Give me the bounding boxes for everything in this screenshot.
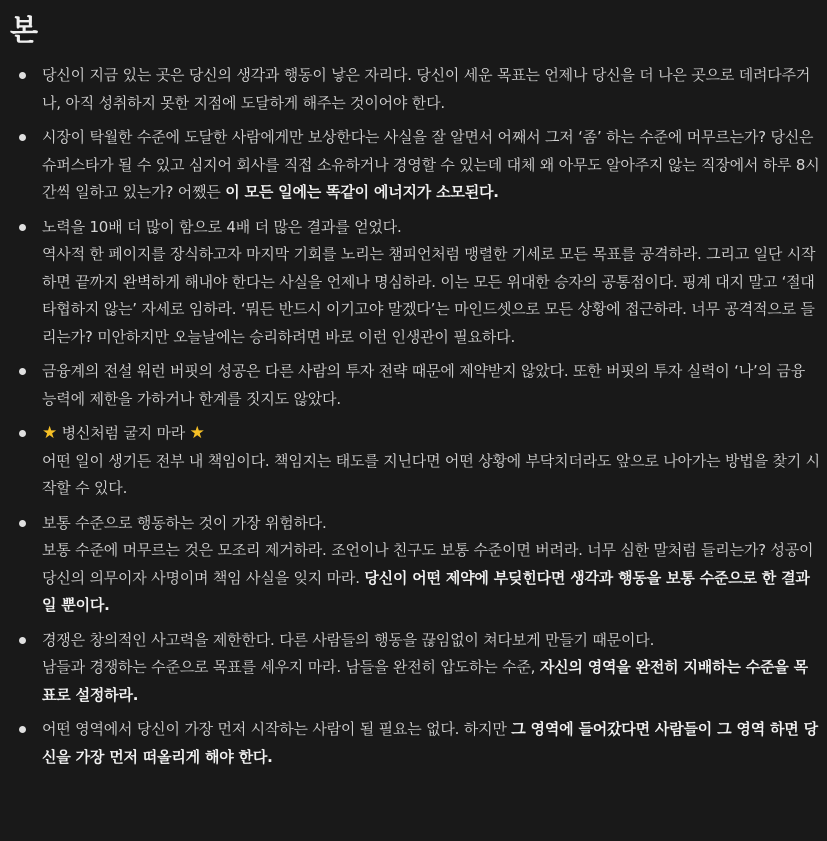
- bullet-dot-icon: [19, 368, 26, 375]
- page-title: 본: [10, 13, 39, 47]
- bullet-dot-icon: [19, 637, 26, 644]
- list-item: [0, 124, 827, 207]
- text-run: 시장이 탁월한 수준에 도달한 사람에게만 보상한다는 사실을 잘 알면서 어째서 그저 ‘좀’ 하는 수준에 머무르는가? 당신은 슈퍼스타가 될 수 있고 심지어 회사를 직접 소유하거나 경영할 수 있는데 대체 왜 아무도 알아주지 않는 직장에서 하루 8시간씩 일하고 있는가? 어쨌든: [42, 128, 820, 201]
- bold-text: 자신의 영역을 완전히 지배하는 수준을 목표로 설정하라.: [42, 658, 808, 704]
- bullet-list: [0, 62, 827, 778]
- bullet-dot-icon: [19, 224, 26, 231]
- text-run: 경쟁은 창의적인 사고력을 제한한다. 다른 사람들의 행동을 끊임없이 쳐다보게 만들기 때문이다.: [42, 630, 655, 649]
- list-item: [0, 358, 827, 413]
- list-item: [0, 214, 827, 352]
- list-item: [0, 510, 827, 620]
- paragraph-line: [42, 510, 821, 538]
- text-run: 병신처럼 굴지 마라: [57, 424, 190, 442]
- paragraph-line: [42, 716, 821, 771]
- bold-text: 당신이 어떤 제약에 부딪힌다면 생각과 행동을 보통 수준으로 한 결과일 뿐이다.: [42, 568, 810, 614]
- list-item: [0, 627, 827, 710]
- bold-text: 그 영역에 들어갔다면 사람들이 그 영역 하면 당신을 가장 먼저 떠올리게 해야 한다.: [42, 720, 818, 766]
- text-run: 금융계의 전설 워런 버핏의 성공은 다른 사람의 투자 전략 때문에 제약받지 않았다. 또한 버핏의 투자 실력이 ‘나’의 금융 능력에 제한을 가하거나 한계를 짓지도 않았다.: [42, 362, 805, 408]
- star-icon: ★: [189, 423, 205, 443]
- bullet-dot-icon: [19, 134, 26, 141]
- paragraph-line: [42, 448, 821, 503]
- paragraph-line: [42, 214, 821, 242]
- bullet-dot-icon: [19, 726, 26, 733]
- text-run: 보통 수준으로 행동하는 것이 가장 위험하다.: [42, 513, 327, 532]
- list-item: [0, 62, 827, 117]
- list-item: [0, 420, 827, 503]
- paragraph-line: [42, 124, 821, 207]
- paragraph-line: [42, 654, 821, 709]
- bullet-dot-icon: [19, 520, 26, 527]
- text-run: 보통 수준에 머무르는 것은 모조리 제거하라. 조언이나 친구도 보통 수준이면 버려라. 너무 심한 말처럼 들리는가? 성공이 당신의 의무이자 사명이며 책임 사실을 잊지 마라.: [42, 541, 814, 587]
- text-run: 당신이 지금 있는 곳은 당신의 생각과 행동이 낳은 자리다. 당신이 세운 목표는 언제나 당신을 더 나은 곳으로 데려다주거나, 아직 성취하지 못한 지점에 도달하게 해주는 것이어야 한다.: [42, 66, 811, 112]
- text-run: 어떤 일이 생기든 전부 내 책임이다. 책임지는 태도를 지닌다면 어떤 상황에 부닥치더라도 앞으로 나아가는 방법을 찾기 시작할 수 있다.: [42, 451, 820, 497]
- paragraph-line: [42, 241, 821, 351]
- star-icon: ★: [42, 423, 58, 443]
- paragraph-line: [42, 627, 821, 655]
- bold-text: 이 모든 일에는 똑같이 에너지가 소모된다.: [225, 183, 499, 201]
- bullet-dot-icon: [19, 430, 26, 437]
- text-run: 역사적 한 페이지를 장식하고자 마지막 기회를 노리는 챔피언처럼 맹렬한 기세로 모든 목표를 공격하라. 그리고 일단 시작하면 끝까지 완벽하게 해내야 한다는 사실을 언제나 명심하라. 이는 모든 위대한 승자의 공통점이다. 핑계 대지 말고 ‘절대 타협하지 않는’ 자세로 임하라. ‘뭐든 반드시 이기고야 말겠다’는 마인드셋으로 모든 상황에 접근하라. 너무 공격적으로 들리는가? 미안하지만 오늘날에는 승리하려면 바로 이런 인생관이 필요하다.: [42, 245, 816, 346]
- text-run: 어떤 영역에서 당신이 가장 먼저 시작하는 사람이 될 필요는 없다. 하지만: [42, 720, 512, 738]
- paragraph-line: [42, 537, 821, 620]
- bullet-dot-icon: [19, 72, 26, 79]
- paragraph-line: [42, 358, 821, 413]
- text-run: 남들과 경쟁하는 수준으로 목표를 세우지 마라. 남들을 완전히 압도하는 수준,: [42, 658, 540, 676]
- paragraph-line: [42, 420, 821, 448]
- text-run: 노력을 10배 더 많이 함으로 4배 더 많은 결과를 얻었다.: [42, 217, 402, 236]
- list-item: [0, 716, 827, 771]
- paragraph-line: [42, 62, 821, 117]
